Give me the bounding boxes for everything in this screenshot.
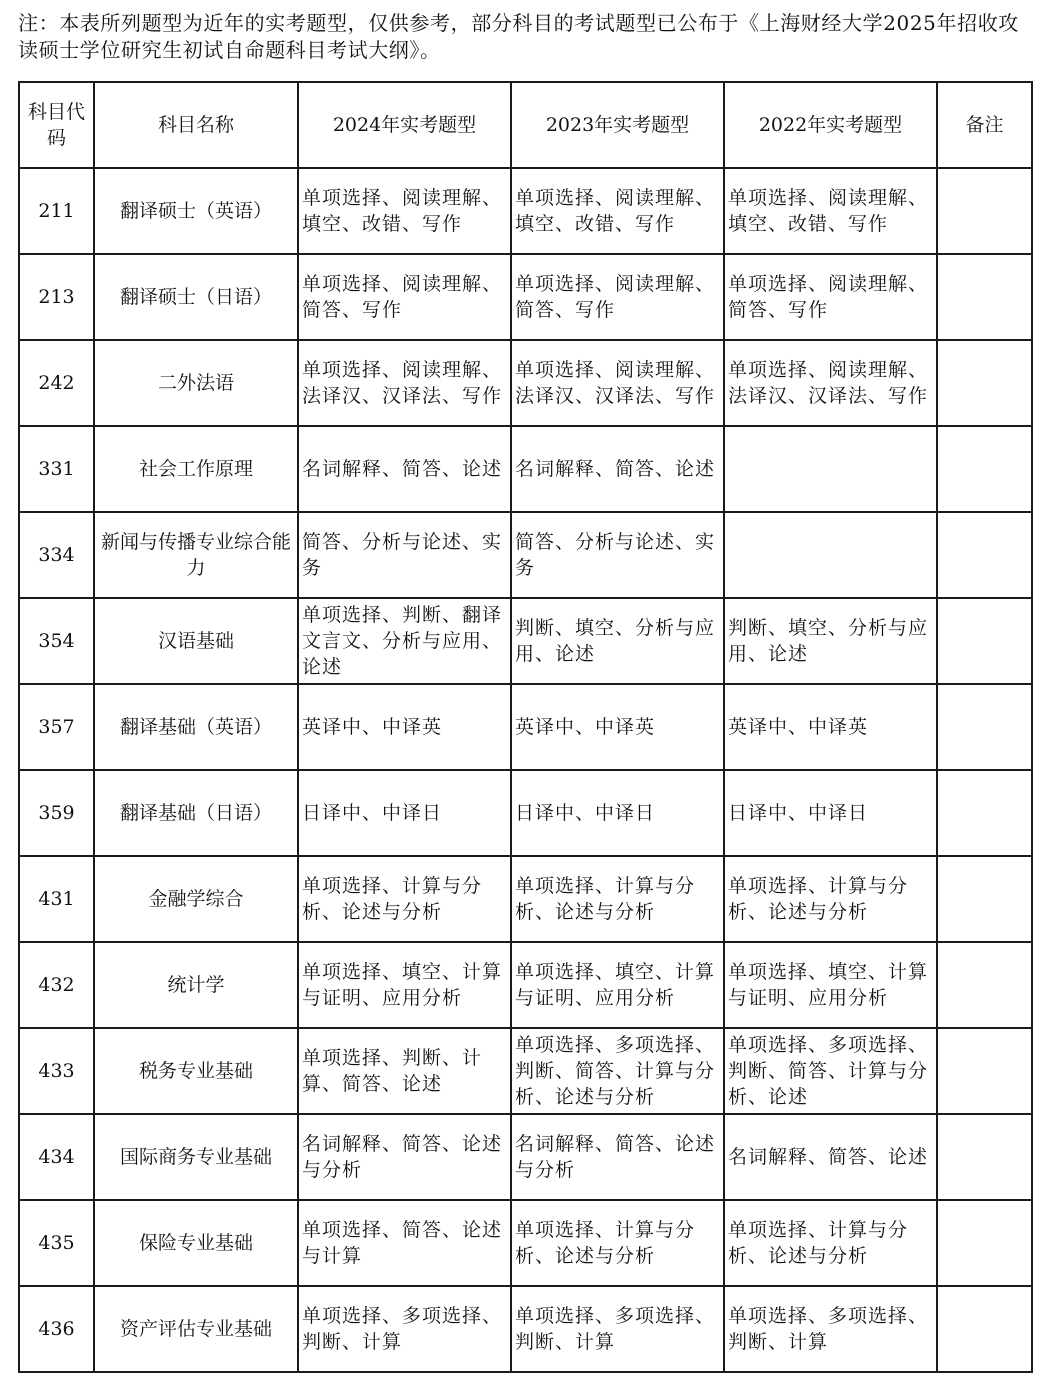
header-row — [19, 82, 1032, 168]
remark-cell — [937, 598, 1032, 684]
remark-cell — [937, 254, 1032, 340]
types-2022-cell: 英译中、中译英 — [724, 684, 937, 770]
remark-cell — [937, 168, 1032, 254]
subject-code-cell: 331 — [19, 426, 94, 512]
subject-name-cell: 翻译基础（日语） — [94, 770, 298, 856]
subject-name-cell: 翻译硕士（日语） — [94, 254, 298, 340]
types-2023-cell: 单项选择、计算与分析、论述与分析 — [511, 1200, 724, 1286]
types-2023-cell: 单项选择、阅读理解、简答、写作 — [511, 254, 724, 340]
types-2023-cell: 日译中、中译日 — [511, 770, 724, 856]
remark-cell — [937, 1286, 1032, 1372]
remark-cell — [937, 856, 1032, 942]
types-2022-cell: 单项选择、填空、计算与证明、应用分析 — [724, 942, 937, 1028]
table-row — [19, 770, 1032, 856]
types-2024-cell: 单项选择、阅读理解、简答、写作 — [298, 254, 511, 340]
subject-name-cell: 翻译基础（英语） — [94, 684, 298, 770]
types-2024-cell: 单项选择、多项选择、判断、计算 — [298, 1286, 511, 1372]
types-2022-cell: 单项选择、多项选择、判断、简答、计算与分析、论述 — [724, 1028, 937, 1114]
table-row — [19, 598, 1032, 684]
remark-cell — [937, 512, 1032, 598]
subject-name-cell: 翻译硕士（英语） — [94, 168, 298, 254]
types-2024-cell: 名词解释、简答、论述与分析 — [298, 1114, 511, 1200]
types-2022-cell: 名词解释、简答、论述 — [724, 1114, 937, 1200]
subject-name-cell: 金融学综合 — [94, 856, 298, 942]
remark-cell — [937, 340, 1032, 426]
remark-cell — [937, 684, 1032, 770]
remark-cell — [937, 942, 1032, 1028]
types-2022-cell: 单项选择、阅读理解、填空、改错、写作 — [724, 168, 937, 254]
types-2023-cell: 名词解释、简答、论述与分析 — [511, 1114, 724, 1200]
types-2024-cell: 单项选择、判断、翻译文言文、分析与应用、论述 — [298, 598, 511, 684]
types-2024-cell: 单项选择、判断、计算、简答、论述 — [298, 1028, 511, 1114]
table-row — [19, 426, 1032, 512]
table-row — [19, 168, 1032, 254]
types-2023-cell: 单项选择、阅读理解、填空、改错、写作 — [511, 168, 724, 254]
types-2024-cell: 简答、分析与论述、实务 — [298, 512, 511, 598]
table-row — [19, 340, 1032, 426]
subject-name-cell: 统计学 — [94, 942, 298, 1028]
subject-code-cell: 434 — [19, 1114, 94, 1200]
table-row — [19, 254, 1032, 340]
subject-name-cell: 税务专业基础 — [94, 1028, 298, 1114]
types-2023-cell: 单项选择、填空、计算与证明、应用分析 — [511, 942, 724, 1028]
types-2022-cell — [724, 512, 937, 598]
types-2022-cell: 日译中、中译日 — [724, 770, 937, 856]
header-subject-code: 科目代码 — [19, 82, 94, 168]
types-2022-cell: 单项选择、计算与分析、论述与分析 — [724, 1200, 937, 1286]
subject-name-cell: 保险专业基础 — [94, 1200, 298, 1286]
subject-code-cell: 435 — [19, 1200, 94, 1286]
subject-code-cell: 359 — [19, 770, 94, 856]
types-2024-cell: 名词解释、简答、论述 — [298, 426, 511, 512]
types-2022-cell: 单项选择、多项选择、判断、计算 — [724, 1286, 937, 1372]
types-2022-cell: 单项选择、计算与分析、论述与分析 — [724, 856, 937, 942]
types-2024-cell: 单项选择、阅读理解、法译汉、汉译法、写作 — [298, 340, 511, 426]
subject-code-cell: 242 — [19, 340, 94, 426]
types-2024-cell: 单项选择、计算与分析、论述与分析 — [298, 856, 511, 942]
types-2023-cell: 单项选择、阅读理解、法译汉、汉译法、写作 — [511, 340, 724, 426]
types-2022-cell: 单项选择、阅读理解、简答、写作 — [724, 254, 937, 340]
types-2022-cell — [724, 426, 937, 512]
types-2024-cell: 日译中、中译日 — [298, 770, 511, 856]
types-2023-cell: 单项选择、多项选择、判断、计算 — [511, 1286, 724, 1372]
subject-code-cell: 432 — [19, 942, 94, 1028]
subject-code-cell: 357 — [19, 684, 94, 770]
types-2022-cell: 单项选择、阅读理解、法译汉、汉译法、写作 — [724, 340, 937, 426]
remark-cell — [937, 1114, 1032, 1200]
subject-code-cell: 334 — [19, 512, 94, 598]
subject-name-cell: 汉语基础 — [94, 598, 298, 684]
subject-name-cell: 资产评估专业基础 — [94, 1286, 298, 1372]
subject-code-cell: 436 — [19, 1286, 94, 1372]
table-row — [19, 856, 1032, 942]
types-2024-cell: 单项选择、填空、计算与证明、应用分析 — [298, 942, 511, 1028]
subject-name-cell: 二外法语 — [94, 340, 298, 426]
header-2024-types: 2024年实考题型 — [298, 82, 511, 168]
header-remark: 备注 — [937, 82, 1032, 168]
subject-code-cell: 211 — [19, 168, 94, 254]
types-2024-cell: 英译中、中译英 — [298, 684, 511, 770]
subject-name-cell: 国际商务专业基础 — [94, 1114, 298, 1200]
subject-code-cell: 431 — [19, 856, 94, 942]
types-2022-cell: 判断、填空、分析与应用、论述 — [724, 598, 937, 684]
types-2024-cell: 单项选择、阅读理解、填空、改错、写作 — [298, 168, 511, 254]
table-row — [19, 512, 1032, 598]
types-2023-cell: 单项选择、多项选择、判断、简答、计算与分析、论述与分析 — [511, 1028, 724, 1114]
table-row — [19, 942, 1032, 1028]
remark-cell — [937, 1028, 1032, 1114]
table-row — [19, 1114, 1032, 1200]
types-2024-cell: 单项选择、简答、论述与计算 — [298, 1200, 511, 1286]
table-row — [19, 1286, 1032, 1372]
table-row — [19, 1200, 1032, 1286]
types-2023-cell: 判断、填空、分析与应用、论述 — [511, 598, 724, 684]
subject-code-cell: 354 — [19, 598, 94, 684]
types-2023-cell: 简答、分析与论述、实务 — [511, 512, 724, 598]
table-row — [19, 684, 1032, 770]
subject-code-cell: 213 — [19, 254, 94, 340]
subject-code-cell: 433 — [19, 1028, 94, 1114]
header-2023-types: 2023年实考题型 — [511, 82, 724, 168]
table-row — [19, 1028, 1032, 1114]
remark-cell — [937, 426, 1032, 512]
remark-cell — [937, 770, 1032, 856]
subject-name-cell: 社会工作原理 — [94, 426, 298, 512]
header-2022-types: 2022年实考题型 — [724, 82, 937, 168]
table-note: 注：本表所列题型为近年的实考题型，仅供参考，部分科目的考试题型已公布于《上海财经大学2025年招收攻读硕士学位研究生初试自命题科目考试大纲》。 — [18, 11, 1019, 62]
types-2023-cell: 英译中、中译英 — [511, 684, 724, 770]
types-2023-cell: 单项选择、计算与分析、论述与分析 — [511, 856, 724, 942]
subject-name-cell: 新闻与传播专业综合能力 — [94, 512, 298, 598]
exam-types-table — [18, 81, 1033, 1373]
remark-cell — [937, 1200, 1032, 1286]
header-subject-name: 科目名称 — [94, 82, 298, 168]
types-2023-cell: 名词解释、简答、论述 — [511, 426, 724, 512]
